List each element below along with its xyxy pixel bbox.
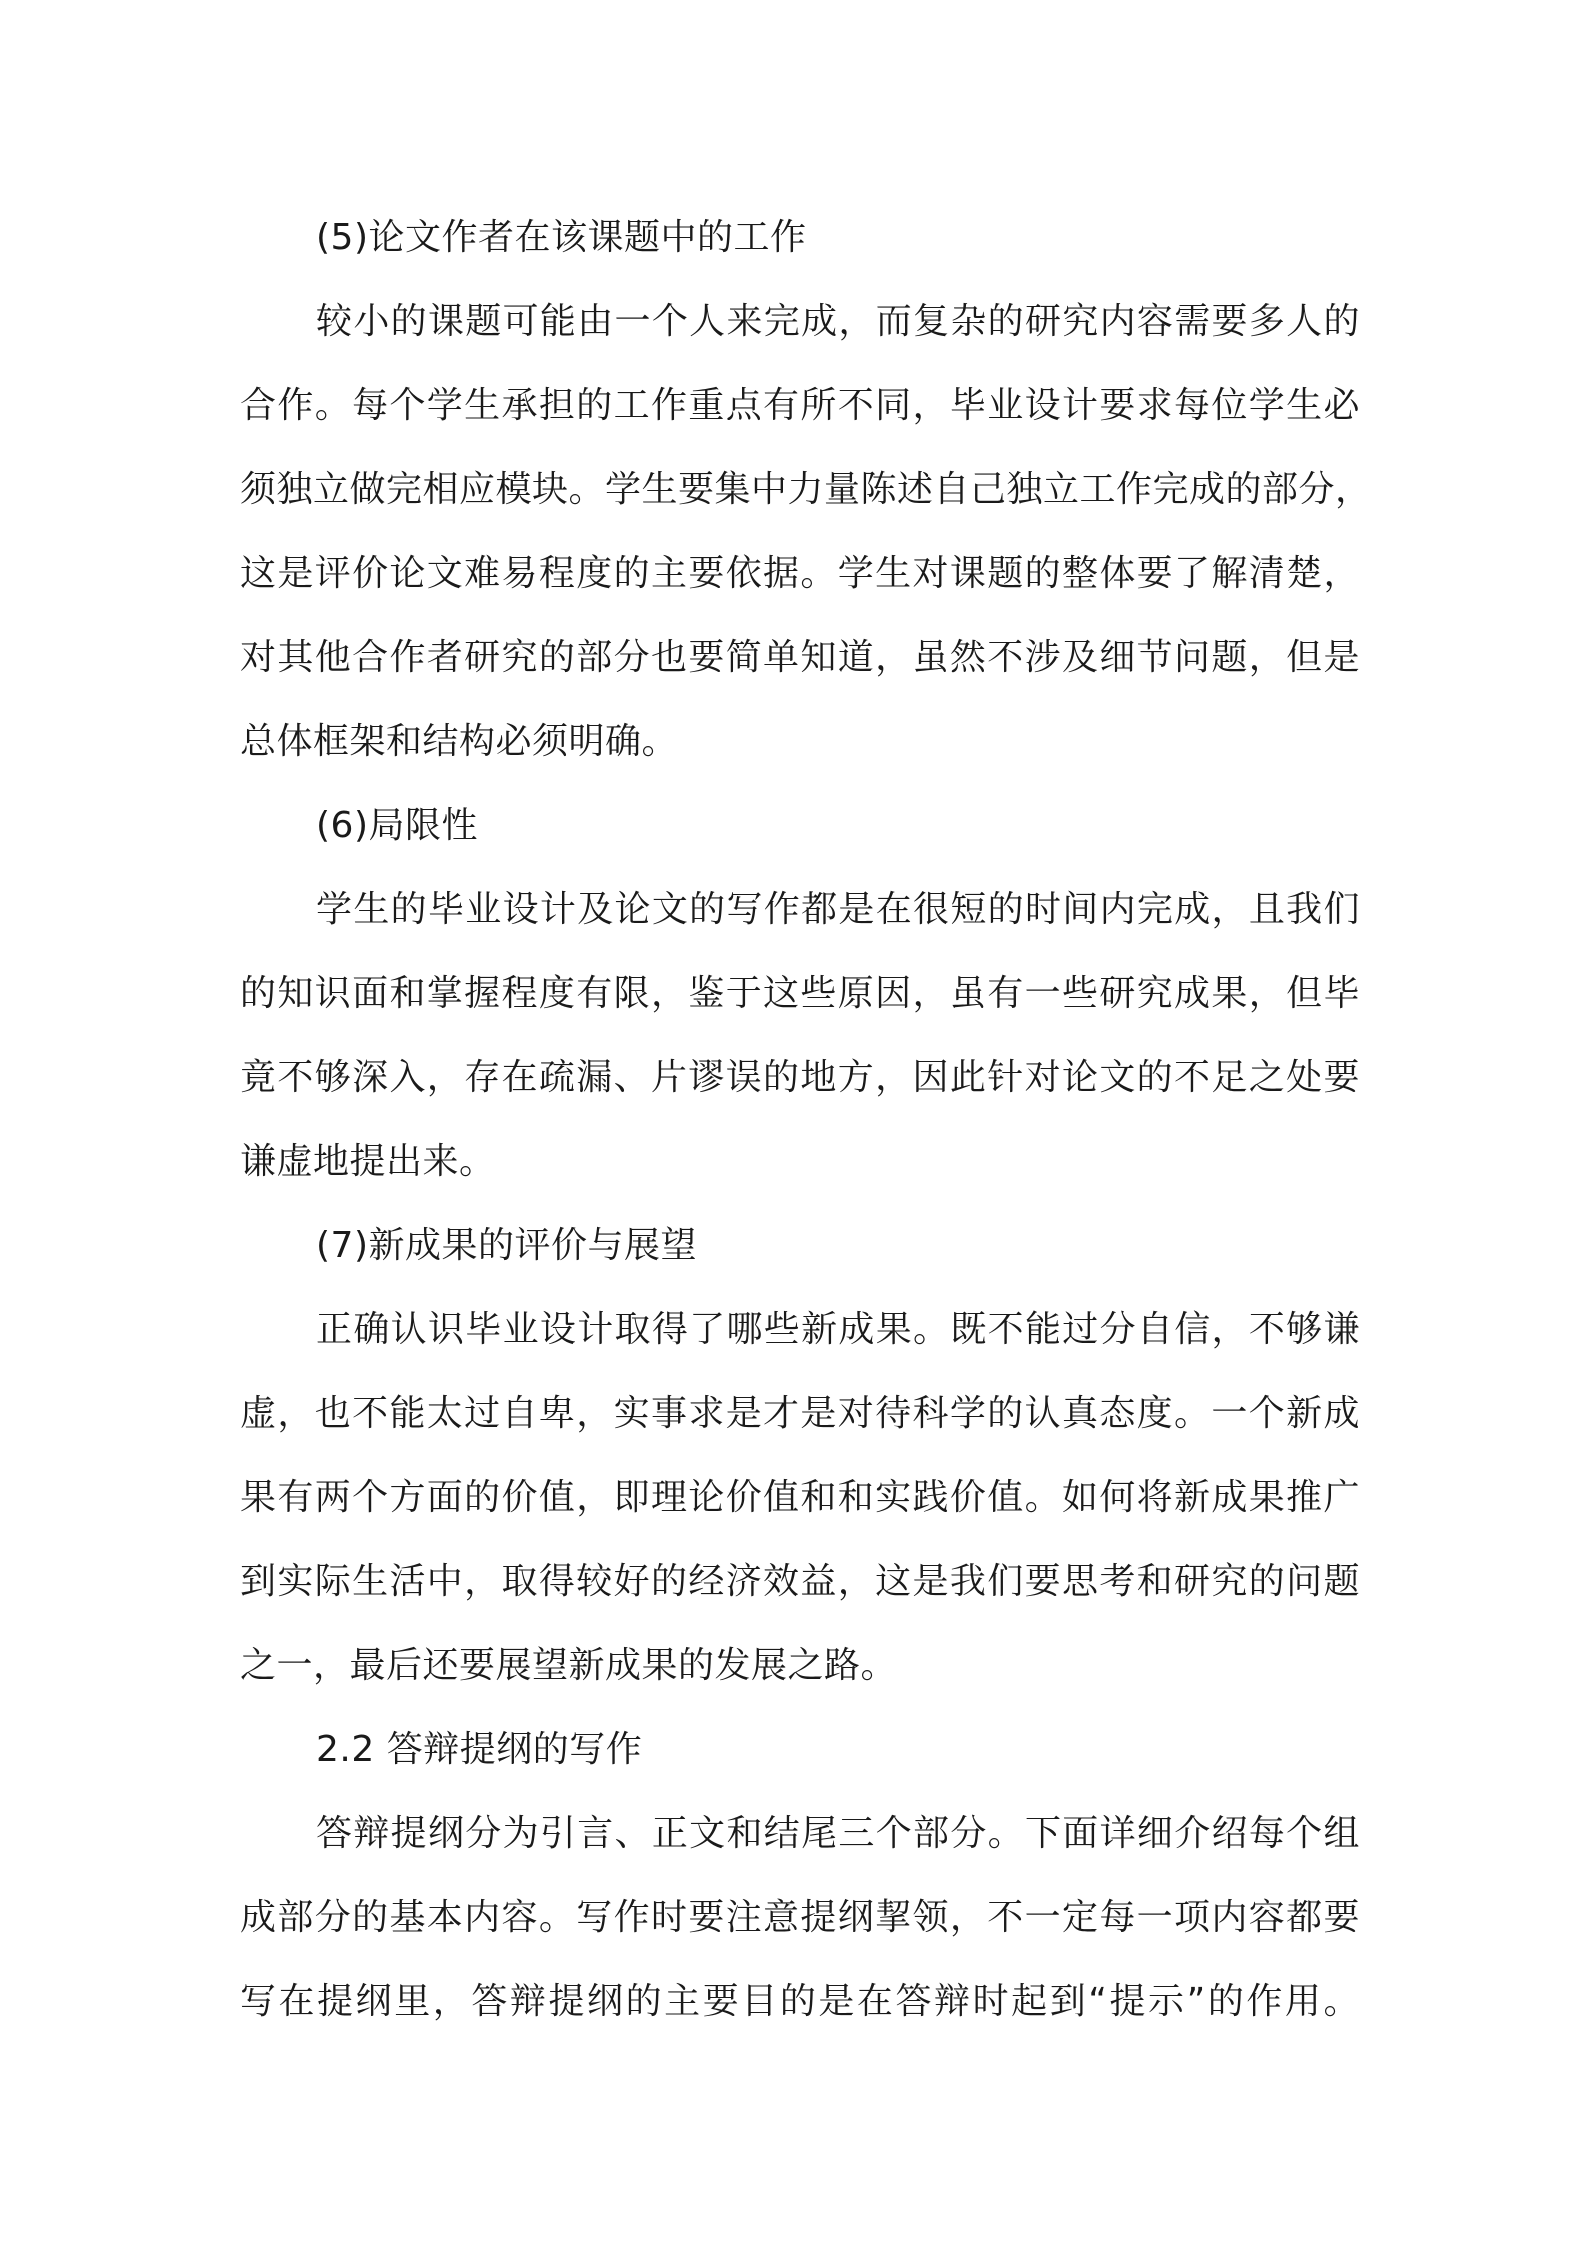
paragraph-line: 这是评价论文难易程度的主要依据。学生对课题的整体要了解清楚，: [240, 553, 1360, 594]
paragraph-line: 正确认识毕业设计取得了哪些新成果。既不能过分自信，不够谦: [316, 1309, 1360, 1350]
paragraph-author-work: [240, 280, 1372, 784]
paragraph-line: 虚，也不能太过自卑，实事求是才是对待科学的认真态度。一个新成: [240, 1393, 1360, 1434]
paragraph-line: 写在提纲里，答辩提纲的主要目的是在答辩时起到“提示”的作用。: [240, 1981, 1360, 2022]
paragraph-line: 答辩提纲分为引言、正文和结尾三个部分。下面详细介绍每个组: [316, 1813, 1360, 1854]
section-heading-6: (6)局限性: [316, 805, 478, 846]
section-heading-7: (7)新成果的评价与展望: [316, 1225, 697, 1266]
section-heading-5: (5)论文作者在该课题中的工作: [316, 217, 807, 258]
section-heading-2-2: 2.2 答辩提纲的写作: [316, 1729, 643, 1770]
paragraph-line: 学生的毕业设计及论文的写作都是在很短的时间内完成，且我们: [316, 889, 1360, 930]
paragraph-limitations: [240, 868, 1360, 1204]
paragraph-evaluation-outlook: [240, 1288, 1360, 1708]
paragraph-line: 对其他合作者研究的部分也要简单知道，虽然不涉及细节问题，但是: [240, 637, 1360, 678]
paragraph-line: 成部分的基本内容。写作时要注意提纲挈领，不一定每一项内容都要: [240, 1897, 1360, 1938]
paragraph-line: 到实际生活中，取得较好的经济效益，这是我们要思考和研究的问题: [240, 1561, 1360, 1602]
document-page: [240, 196, 1372, 2044]
paragraph-defense-outline: [240, 1792, 1360, 2044]
paragraph-line: 谦虚地提出来。: [240, 1141, 496, 1182]
paragraph-line: 之一，最后还要展望新成果的发展之路。: [240, 1645, 898, 1686]
paragraph-line: 较小的课题可能由一个人来完成，而复杂的研究内容需要多人的: [316, 301, 1360, 342]
paragraph-line: 竟不够深入，存在疏漏、片谬误的地方，因此针对论文的不足之处要: [240, 1057, 1360, 1098]
paragraph-line: 果有两个方面的价值，即理论价值和和实践价值。如何将新成果推广: [240, 1477, 1360, 1518]
paragraph-line: 总体框架和结构必须明确。: [240, 721, 679, 762]
paragraph-line: 须独立做完相应模块。学生要集中力量陈述自己独立工作完成的部分，: [240, 469, 1372, 510]
paragraph-line: 合作。每个学生承担的工作重点有所不同，毕业设计要求每位学生必: [240, 385, 1360, 426]
paragraph-line: 的知识面和掌握程度有限，鉴于这些原因，虽有一些研究成果，但毕: [240, 973, 1360, 1014]
